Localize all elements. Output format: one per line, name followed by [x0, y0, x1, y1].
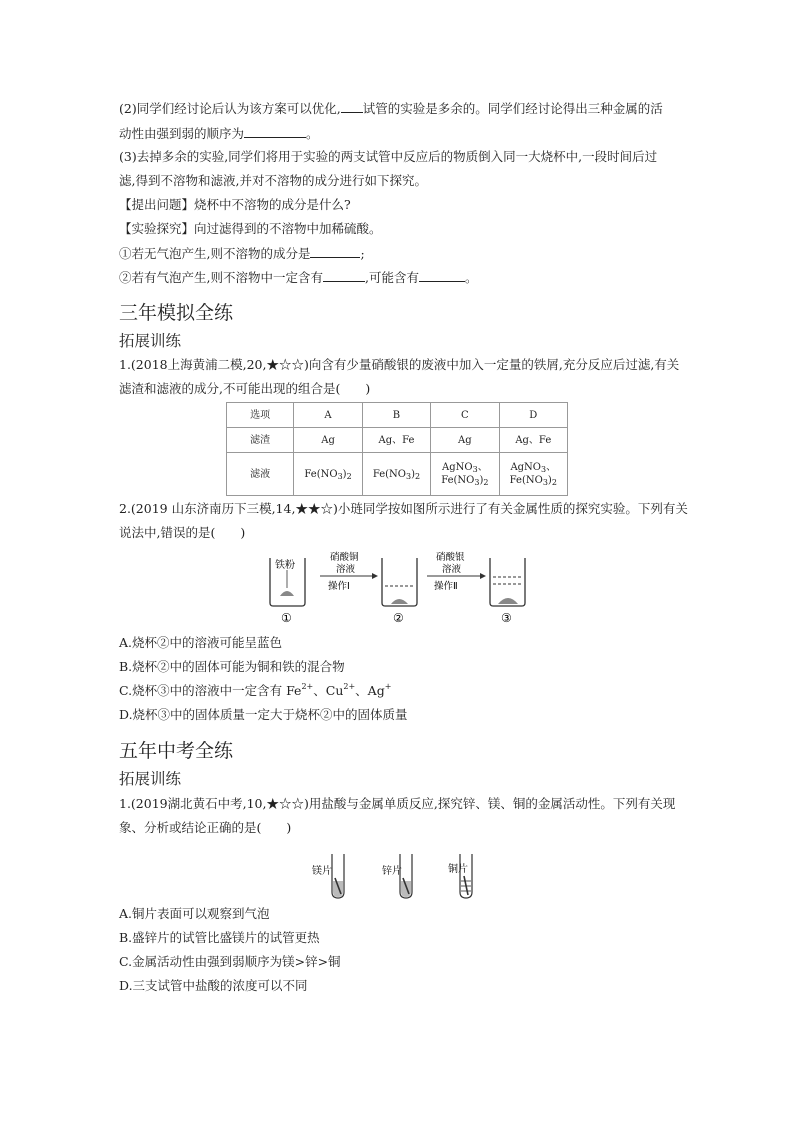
answer-blank[interactable]	[310, 245, 360, 258]
iron-powder-label: 铁粉	[275, 560, 295, 571]
beaker-experiment-figure	[262, 548, 542, 628]
table-cell: $Fe(NO_3)_2$	[294, 453, 362, 496]
p2-line2-text: 动性由强到弱的顺序为	[119, 126, 245, 141]
tube-3-label: 铜片	[448, 864, 468, 875]
tube-1-label: 镁片	[312, 866, 332, 877]
case2-text-b: ,可能含有	[364, 270, 419, 285]
p2-text-a: (2)同学们经讨论后认为该方案可以优化,	[119, 101, 341, 116]
table-header-cell: A	[294, 403, 362, 428]
s1-q2-line2: 说法中,错误的是( )	[119, 525, 246, 540]
reagent1-bottom-label: 溶液	[336, 564, 356, 575]
cell-line: $Fe(NO_3)_2$	[509, 475, 557, 487]
table-header-cell: D	[499, 403, 567, 428]
table-row	[227, 428, 568, 453]
cell-line: $Fe(NO_3)_2$	[441, 475, 489, 487]
op2-label: 操作Ⅱ	[434, 581, 458, 592]
op1-label: 操作Ⅰ	[328, 581, 350, 592]
s1-opt-b: B.烧杯②中的固体可能为铜和铁的混合物	[119, 659, 345, 674]
section1-subtitle: 拓展训练	[119, 332, 182, 350]
tube-1-icon	[332, 854, 344, 898]
table-row	[227, 403, 568, 428]
s1-opt-d: D.烧杯③中的固体质量一定大于烧杯②中的固体质量	[119, 707, 408, 722]
section2-title: 五年中考全练	[119, 740, 234, 762]
answer-blank[interactable]	[341, 100, 363, 113]
reagent1-top-label: 硝酸铜	[330, 552, 359, 563]
table-cell	[431, 453, 499, 496]
s1-opt-c: C.烧杯③中的溶液中一定含有 $Fe^{2+}$、$Cu^{2+}$、Ag+	[119, 682, 392, 698]
p2-text-b: 试管的实验是多余的。同学们经讨论得出三种金属的活	[362, 101, 663, 116]
reagent2-top-label: 硝酸银	[436, 552, 465, 563]
table-cell: Ag	[431, 428, 499, 453]
table-cell	[499, 453, 567, 496]
case1-line	[119, 245, 365, 262]
options-table	[226, 402, 568, 496]
table-cell: Ag、Fe	[499, 428, 567, 453]
tube-2-label: 锌片	[382, 866, 402, 877]
p2-line1	[119, 100, 663, 117]
table-header-cell: B	[362, 403, 430, 428]
beaker-2-icon	[382, 558, 417, 606]
s2-opt-a: A.铜片表面可以观察到气泡	[119, 906, 270, 921]
punct: 。	[464, 270, 478, 285]
case2-line	[119, 269, 477, 286]
beaker-3-icon	[490, 558, 525, 606]
p3-line1: (3)去掉多余的实验,同学们将用于实验的两支试管中反应后的物质倒入同一大烧杯中,一段时间后过	[119, 149, 658, 164]
s2-opt-b: B.盛锌片的试管比盛镁片的试管更热	[119, 930, 320, 945]
section1-title: 三年模拟全练	[119, 302, 234, 324]
table-header-cell: C	[431, 403, 499, 428]
s1-q1-line2: 滤渣和滤液的成分,不可能出现的组合是( )	[119, 381, 371, 396]
beaker-3-number: ③	[501, 611, 512, 625]
s1-q2-line1: 2.(2019 山东济南历下三模,14,★★☆)小琏同学按如图所示进行了有关金属性质的探究实验。下列有关	[119, 501, 688, 516]
table-cell: 滤液	[227, 453, 294, 496]
p3-line2: 滤,得到不溶物和滤液,并对不溶物的成分进行如下探究。	[119, 173, 427, 188]
table-cell: Ag	[294, 428, 362, 453]
answer-blank[interactable]	[323, 269, 365, 282]
beaker-1-icon	[270, 558, 305, 606]
explore-line: 【实验探究】向过滤得到的不溶物中加稀硫酸。	[119, 221, 382, 236]
table-cell: Ag、Fe	[362, 428, 430, 453]
s2-opt-c: C.金属活动性由强到弱顺序为镁>锌>铜	[119, 954, 341, 969]
s2-opt-d: D.三支试管中盐酸的浓度可以不同	[119, 978, 308, 993]
s2-q1-line1: 1.(2019湖北黄石中考,10,★☆☆)用盐酸与金属单质反应,探究锌、镁、铜的金属活动性。下列有关现	[119, 796, 676, 811]
table-row	[227, 453, 568, 496]
reagent2-bottom-label: 溶液	[442, 564, 462, 575]
question-line: 【提出问题】烧杯中不溶物的成分是什么?	[119, 197, 351, 212]
beaker-1-number: ①	[281, 611, 292, 625]
table-header-cell: 选项	[227, 403, 294, 428]
answer-blank[interactable]	[419, 269, 465, 282]
tube-3-icon	[460, 854, 472, 898]
case1-text: ①若无气泡产生,则不溶物的成分是	[119, 246, 311, 261]
p2-line2	[119, 125, 319, 142]
cell-line: AgNO$_3$、	[442, 462, 488, 474]
cell-line: AgNO$_3$、	[510, 462, 557, 474]
section2-subtitle: 拓展训练	[119, 770, 182, 788]
answer-blank[interactable]	[244, 125, 306, 138]
table-cell: $Fe(NO_3)_2$	[362, 453, 430, 496]
case2-text-a: ②若有气泡产生,则不溶物中一定含有	[119, 270, 323, 285]
s1-opt-a: A.烧杯②中的溶液可能呈蓝色	[119, 635, 283, 650]
punct: ;	[360, 246, 365, 261]
s1-q1-line1: 1.(2018上海黄浦二模,20,★☆☆)向含有少量硝酸银的废液中加入一定量的铁屑,充分反应后过滤,有关	[119, 357, 680, 372]
s2-q1-line2: 象、分析或结论正确的是( )	[119, 820, 292, 835]
test-tube-figure	[310, 848, 490, 902]
punct: 。	[306, 126, 319, 141]
table-cell: 滤渣	[227, 428, 294, 453]
beaker-2-number: ②	[393, 611, 404, 625]
